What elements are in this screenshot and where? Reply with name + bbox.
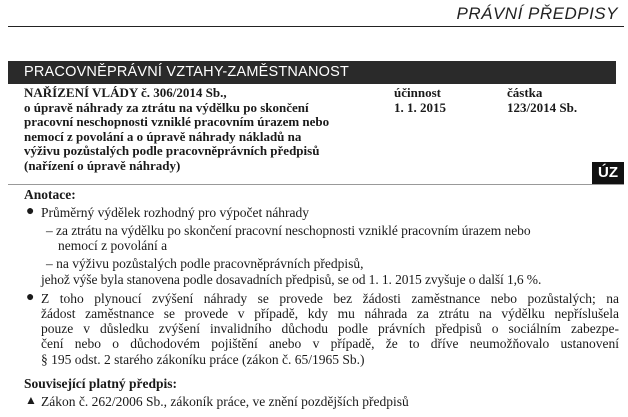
effective-label: účinnost — [394, 85, 441, 100]
bullet1-text: Průměrný výdělek rozhodný pro výpočet náhrady — [41, 205, 310, 220]
bullet1-sub1-line1: – za ztrátu na výdělku po skončení pracovní neschopnosti vzniklé pracovním úrazem nebo — [46, 223, 531, 238]
bullet2-line: Z toho plynoucí zvýšení náhrady se provede bez žádosti zaměstnance nebo pozůstalých; na — [41, 291, 619, 306]
divider — [8, 184, 624, 185]
bullet2-line: pouze v důsledku zvýšení invalidního důchodu podle právních předpisů o sociálním zabezpe- — [41, 321, 619, 336]
triangle-bullet-icon: ▲ — [25, 393, 37, 407]
bullet1-sub1-line2: nemocí z povolání a — [58, 238, 168, 253]
section-title-bar: PRACOVNĚPRÁVNÍ VZTAHY-ZAMĚSTNANOST — [8, 61, 616, 84]
bullet2-last-line: § 195 odst. 2 starého zákoníku práce (zákon č. 65/1965 Sb.) — [41, 352, 365, 367]
law-title-line: nemocí z povolání a o úpravě náhrady nákladů na — [24, 128, 302, 144]
header-title: PRÁVNÍ PŘEDPISY — [456, 4, 618, 23]
header-rule — [8, 26, 624, 27]
law-title-line: výživu pozůstalých podle pracovněprávních předpisů — [24, 143, 320, 159]
law-title-block — [24, 86, 384, 174]
amount-column — [507, 86, 577, 115]
law-title-line: NAŘÍZENÍ VLÁDY č. 306/2014 Sb., — [24, 85, 227, 100]
amount-label: částka — [507, 85, 543, 100]
law-title-line: (nařízení o úpravě náhrady) — [24, 157, 181, 173]
bullet2-line: žádost zaměstnance se provede v případě, kdy mu náhrada za ztrátu na výdělku nepříslušela — [41, 306, 619, 321]
uz-badge: ÚZ — [592, 162, 624, 184]
amount-value: 123/2014 Sb. — [507, 99, 578, 115]
law-title-line: pracovní neschopnosti vzniklé pracovním úrazem nebo — [24, 114, 330, 130]
related-item: Zákon č. 262/2006 Sb., zákoník práce, ve znění pozdějších předpisů — [41, 394, 409, 409]
law-title-line: o úpravě náhrady za ztrátu na výdělku po skončení — [24, 99, 309, 115]
bullet-dot-icon: ● — [26, 290, 35, 305]
related-label: Související platný předpis: — [24, 376, 178, 391]
bullet1-tail: jehož výše byla stanovena podle dosavadních předpisů, se od 1. 1. 2015 zvyšuje o další 1,6 %. — [41, 272, 542, 287]
annotation-label: Anotace: — [24, 187, 76, 202]
effective-value: 1. 1. 2015 — [394, 99, 446, 115]
bullet-dot-icon: ● — [26, 204, 35, 219]
effective-column — [394, 86, 446, 115]
bullet2-line: čení nebo o důchodovém pojištění anebo v případě, že to dříve neumožňovalo ustanovení — [41, 336, 619, 351]
bullet1-sub2: – na výživu pozůstalých podle pracovněprávních předpisů, — [46, 256, 364, 271]
